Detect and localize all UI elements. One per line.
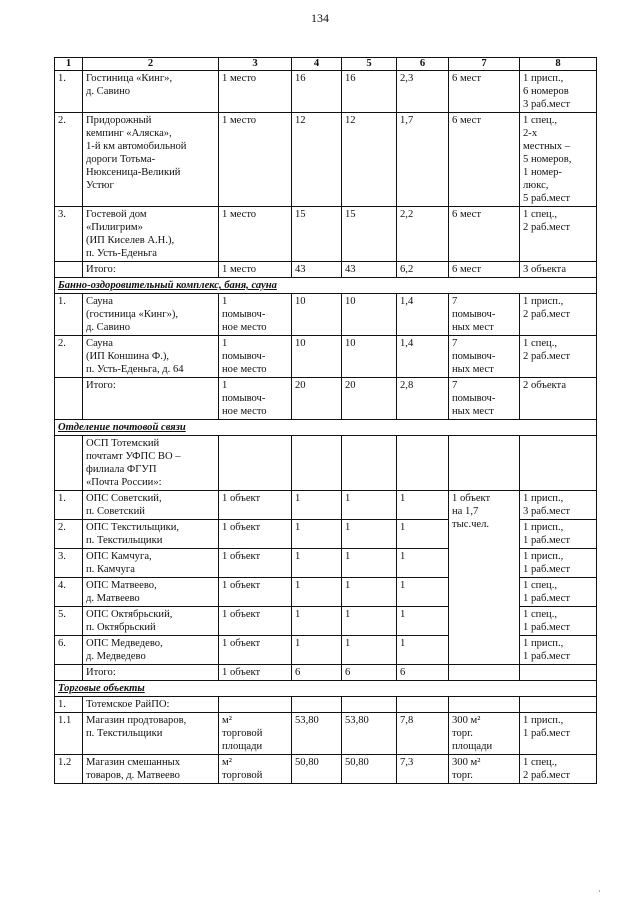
table-cell: 7 помывоч- ных мест xyxy=(449,378,520,420)
table-cell xyxy=(55,378,83,420)
section-title: Отделение почтовой связи xyxy=(55,420,597,436)
table-cell: 7,8 xyxy=(397,713,449,755)
table-cell: 1 xyxy=(292,607,342,636)
column-header: 7 xyxy=(449,58,520,71)
page-number: 134 xyxy=(311,11,329,25)
table-cell: 1 объект xyxy=(219,578,292,607)
table-cell xyxy=(520,436,597,491)
table-cell: 1 xyxy=(342,636,397,665)
table-cell: 12 xyxy=(292,113,342,207)
table-cell: Магазин продтоваров, п. Текстильщики xyxy=(83,713,219,755)
table-cell: 1 xyxy=(397,520,449,549)
table-cell xyxy=(55,436,83,491)
table-cell: 2. xyxy=(55,113,83,207)
table-cell: 1 спец., 2-х местных – 5 номеров, 1 номер- люкс, 5 раб.мест xyxy=(520,113,597,207)
table-cell: 1 место xyxy=(219,207,292,262)
table-cell: 1 объект xyxy=(219,549,292,578)
table-row xyxy=(55,207,597,262)
table-cell: 1 объект xyxy=(219,520,292,549)
table-header-row xyxy=(55,58,597,71)
table-row xyxy=(55,491,597,520)
page-mark: · xyxy=(598,886,601,896)
table-cell: 1,4 xyxy=(397,294,449,336)
table-cell: 1 помывоч- ное место xyxy=(219,336,292,378)
table-cell: 10 xyxy=(292,336,342,378)
table-cell: 12 xyxy=(342,113,397,207)
table-cell: ОСП Тотемский почтамт УФПС ВО – филиала ФГУП «Почта России»: xyxy=(83,436,219,491)
table-row xyxy=(55,436,597,491)
table-cell: 1,7 xyxy=(397,113,449,207)
table-cell xyxy=(397,436,449,491)
table-cell: 1 xyxy=(292,578,342,607)
table-cell: 43 xyxy=(292,262,342,278)
table-cell: ОПС Октябрьский, п. Октябрьский xyxy=(83,607,219,636)
table-cell xyxy=(55,262,83,278)
table-cell: 10 xyxy=(292,294,342,336)
table-cell: ОПС Советский, п. Советский xyxy=(83,491,219,520)
table-cell: м² торговой xyxy=(219,755,292,784)
table-cell: 1 место xyxy=(219,113,292,207)
table-cell: 1 xyxy=(397,636,449,665)
table-cell: 1 место xyxy=(219,262,292,278)
table-cell: 1 xyxy=(292,491,342,520)
table-cell: Итого: xyxy=(83,665,219,681)
table-cell: 1 присп., 2 раб.мест xyxy=(520,294,597,336)
table-row xyxy=(55,336,597,378)
table-cell: 53,80 xyxy=(342,713,397,755)
table-row xyxy=(55,71,597,113)
table-cell: 1.2 xyxy=(55,755,83,784)
table-cell: 2,3 xyxy=(397,71,449,113)
table-cell: 50,80 xyxy=(292,755,342,784)
table-cell: 7 помывоч- ных мест xyxy=(449,294,520,336)
table-cell: 6 мест xyxy=(449,262,520,278)
table-cell: 300 м² торг. площади xyxy=(449,713,520,755)
table-cell: 1 объект xyxy=(219,491,292,520)
table-cell: 1 место xyxy=(219,71,292,113)
table-cell: 1 xyxy=(342,520,397,549)
table-cell: 3. xyxy=(55,207,83,262)
table-cell xyxy=(292,697,342,713)
table-cell xyxy=(449,436,520,491)
table-cell: 1. xyxy=(55,697,83,713)
column-header: 6 xyxy=(397,58,449,71)
table-row xyxy=(55,294,597,336)
table-cell: Итого: xyxy=(83,262,219,278)
section-title: Торговые объекты xyxy=(55,681,597,697)
table-cell: 1 xyxy=(397,578,449,607)
table-cell: 6 мест xyxy=(449,207,520,262)
table-cell: Итого: xyxy=(83,378,219,420)
table-cell: 1 помывоч- ное место xyxy=(219,294,292,336)
table-cell xyxy=(55,665,83,681)
table-cell: м² торговой площади xyxy=(219,713,292,755)
table-cell: 1 xyxy=(342,578,397,607)
column-header: 1 xyxy=(55,58,83,71)
table-cell: 50,80 xyxy=(342,755,397,784)
table-cell: 1. xyxy=(55,294,83,336)
table-cell: 1. xyxy=(55,71,83,113)
section-row xyxy=(55,681,597,697)
table-cell: 1 xyxy=(342,549,397,578)
table-cell: 6 xyxy=(342,665,397,681)
table-cell: 15 xyxy=(292,207,342,262)
table-cell: 15 xyxy=(342,207,397,262)
table-row xyxy=(55,713,597,755)
table-cell: 2. xyxy=(55,336,83,378)
table-row xyxy=(55,697,597,713)
table-cell: 2 объекта xyxy=(520,378,597,420)
column-header: 2 xyxy=(83,58,219,71)
table-cell: 16 xyxy=(342,71,397,113)
table-cell xyxy=(342,697,397,713)
table-cell: 1 объект xyxy=(219,636,292,665)
table-cell xyxy=(520,665,597,681)
table-row xyxy=(55,378,597,420)
table-cell xyxy=(449,697,520,713)
table-cell: 1 присп., 3 раб.мест xyxy=(520,491,597,520)
table-cell: 6 xyxy=(397,665,449,681)
table-cell: 2,8 xyxy=(397,378,449,420)
table-cell: 43 xyxy=(342,262,397,278)
table-cell: 1 спец., 1 раб.мест xyxy=(520,578,597,607)
table-cell: ОПС Текстильщики, п. Текстильщики xyxy=(83,520,219,549)
table-cell: 1 присп., 1 раб.мест xyxy=(520,636,597,665)
table-cell: 3. xyxy=(55,549,83,578)
table-cell xyxy=(342,436,397,491)
column-header: 4 xyxy=(292,58,342,71)
table-cell: 1. xyxy=(55,491,83,520)
table-cell: 300 м² торг. xyxy=(449,755,520,784)
table-cell: 1 xyxy=(342,607,397,636)
column-header: 3 xyxy=(219,58,292,71)
table-cell: 2. xyxy=(55,520,83,549)
table-row xyxy=(55,665,597,681)
section-row xyxy=(55,278,597,294)
table-cell: 1 спец., 2 раб.мест xyxy=(520,755,597,784)
table-cell xyxy=(397,697,449,713)
table-cell: 6. xyxy=(55,636,83,665)
table-cell: Сауна (ИП Коншина Ф.), п. Усть-Еденьга, д. 64 xyxy=(83,336,219,378)
table-cell: 1 присп., 1 раб.мест xyxy=(520,520,597,549)
table-cell: Гостиница «Кинг», д. Савино xyxy=(83,71,219,113)
table-cell: 16 xyxy=(292,71,342,113)
table-cell: 4. xyxy=(55,578,83,607)
table-cell: 2,2 xyxy=(397,207,449,262)
table-cell: 1 объект xyxy=(219,607,292,636)
table-cell: Магазин смешанных товаров, д. Матвеево xyxy=(83,755,219,784)
table-cell: 1 xyxy=(397,549,449,578)
table-cell: 7 помывоч- ных мест xyxy=(449,336,520,378)
column-header: 8 xyxy=(520,58,597,71)
table-cell: 1 присп., 6 номеров 3 раб.мест xyxy=(520,71,597,113)
table-cell: 1 спец., 1 раб.мест xyxy=(520,607,597,636)
table-cell xyxy=(219,697,292,713)
table-cell xyxy=(292,436,342,491)
table-cell: 1 присп., 1 раб.мест xyxy=(520,549,597,578)
table-cell: 1 xyxy=(292,520,342,549)
table-cell: Придорожный кемпинг «Аляска», 1-й км автомобильной дороги Тотьма- Нюксеница-Великий Устюг xyxy=(83,113,219,207)
table-cell: 6,2 xyxy=(397,262,449,278)
table-cell: 20 xyxy=(342,378,397,420)
table-row xyxy=(55,755,597,784)
table-cell xyxy=(219,436,292,491)
table-cell: 1 объект на 1,7 тыс.чел. xyxy=(449,491,520,665)
table-cell: 1 xyxy=(292,549,342,578)
table-cell: 1 xyxy=(397,491,449,520)
table-cell xyxy=(449,665,520,681)
table-cell: Гостевой дом «Пилигрим» (ИП Киселев А.Н.), п. Усть-Еденьга xyxy=(83,207,219,262)
table-cell: Сауна (гостиница «Кинг»), д. Савино xyxy=(83,294,219,336)
table-cell: 20 xyxy=(292,378,342,420)
table-row xyxy=(55,262,597,278)
table-cell: 1 присп., 1 раб.мест xyxy=(520,713,597,755)
table-cell: 6 мест xyxy=(449,71,520,113)
table-cell: 10 xyxy=(342,336,397,378)
table-cell: 1 xyxy=(397,607,449,636)
table-row xyxy=(55,113,597,207)
table-cell: 3 объекта xyxy=(520,262,597,278)
table-cell: 7,3 xyxy=(397,755,449,784)
section-row xyxy=(55,420,597,436)
section-title: Банно-оздоровительный комплекс, баня, сауна xyxy=(55,278,597,294)
table-cell: 1,4 xyxy=(397,336,449,378)
table-cell: 10 xyxy=(342,294,397,336)
column-header: 5 xyxy=(342,58,397,71)
table-cell: 1 помывоч- ное место xyxy=(219,378,292,420)
table-cell: 5. xyxy=(55,607,83,636)
table-cell: 6 мест xyxy=(449,113,520,207)
table-cell: 1 объект xyxy=(219,665,292,681)
table-cell: 1 xyxy=(342,491,397,520)
table-cell xyxy=(520,697,597,713)
table-cell: 1 спец., 2 раб.мест xyxy=(520,336,597,378)
table-cell: 1.1 xyxy=(55,713,83,755)
table-cell: 1 xyxy=(292,636,342,665)
table-cell: 6 xyxy=(292,665,342,681)
table-cell: 53,80 xyxy=(292,713,342,755)
table-cell: 1 спец., 2 раб.мест xyxy=(520,207,597,262)
table-cell: ОПС Медведево, д. Медведево xyxy=(83,636,219,665)
table-cell: ОПС Камчуга, п. Камчуга xyxy=(83,549,219,578)
data-table xyxy=(54,57,597,784)
table-cell: Тотемское РайПО: xyxy=(83,697,219,713)
table-cell: ОПС Матвеево, д. Матвеево xyxy=(83,578,219,607)
